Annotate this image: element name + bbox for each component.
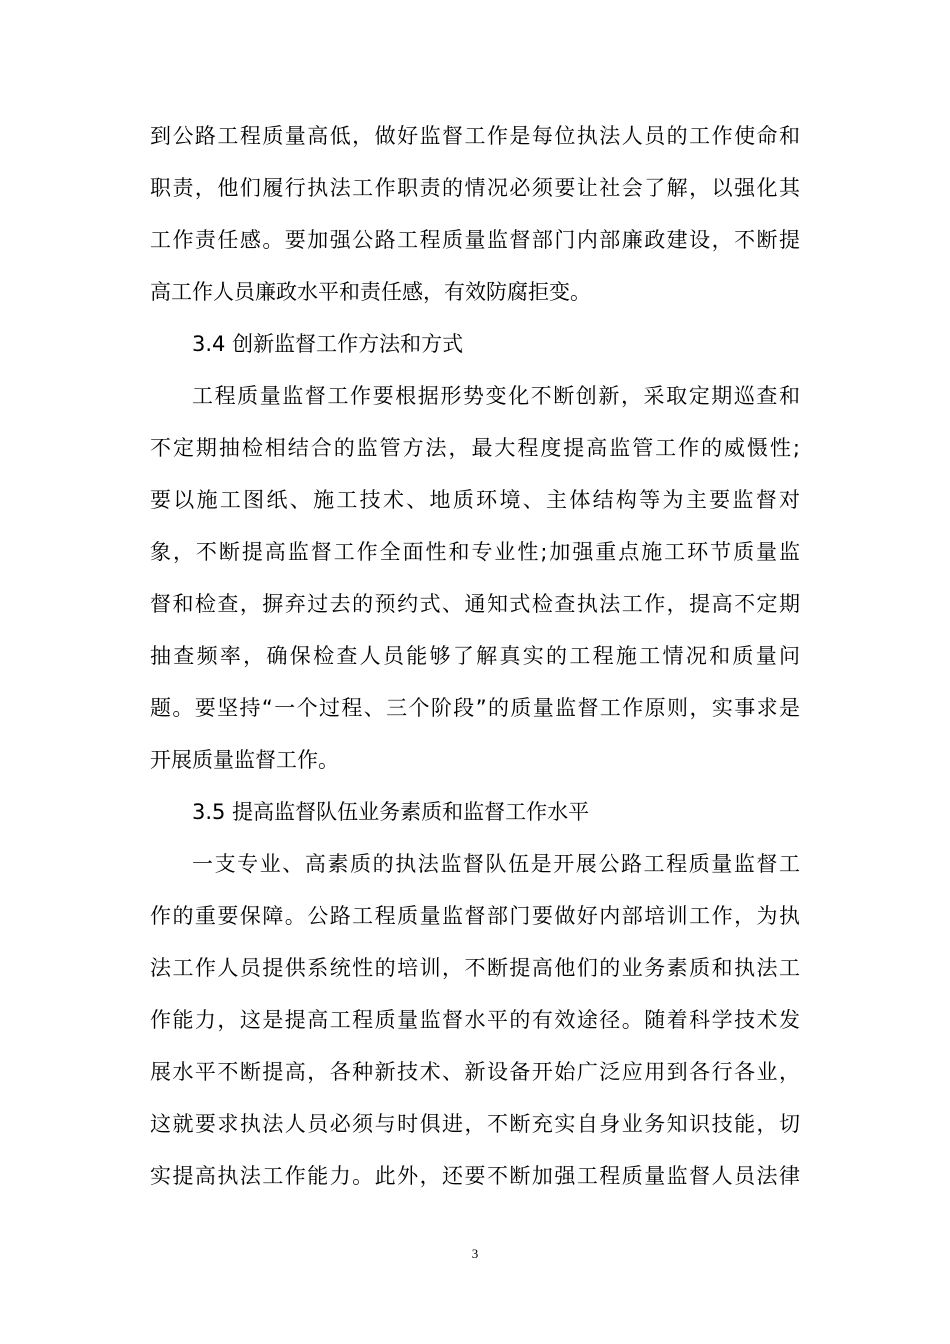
paragraph-2-line-6: 抽查频率，确保检查人员能够了解真实的工程施工情况和质量问 xyxy=(150,644,800,668)
section-heading-3-5: 3.5 提高监督队伍业务素质和监督工作水平 xyxy=(192,800,590,824)
paragraph-1-line-2: 职责，他们履行执法工作职责的情况必须要让社会了解，以强化其 xyxy=(150,176,800,200)
paragraph-2-line-4: 象，不断提高监督工作全面性和专业性;加强重点施工环节质量监 xyxy=(150,540,800,564)
paragraph-3-line-6: 这就要求执法人员必须与时俱进，不断充实自身业务知识技能，切 xyxy=(150,1112,800,1136)
paragraph-3-line-2: 作的重要保障。公路工程质量监督部门要做好内部培训工作，为执 xyxy=(150,904,800,928)
paragraph-2-line-3: 要以施工图纸、施工技术、地质环境、主体结构等为主要监督对 xyxy=(150,488,800,512)
paragraph-1-line-1: 到公路工程质量高低，做好监督工作是每位执法人员的工作使命和 xyxy=(150,124,800,148)
paragraph-1-line-3: 工作责任感。要加强公路工程质量监督部门内部廉政建设，不断提 xyxy=(150,228,800,252)
paragraph-3-line-3: 法工作人员提供系统性的培训，不断提高他们的业务素质和执法工 xyxy=(150,956,800,980)
paragraph-2-line-7: 题。要坚持“一个过程、三个阶段”的质量监督工作原则，实事求是 xyxy=(150,696,800,720)
paragraph-3-line-1: 一支专业、高素质的执法监督队伍是开展公路工程质量监督工 xyxy=(192,852,800,876)
section-heading-3-4: 3.4 创新监督工作方法和方式 xyxy=(192,332,464,356)
paragraph-2-line-8: 开展质量监督工作。 xyxy=(150,748,339,772)
paragraph-3-line-7: 实提高执法工作能力。此外，还要不断加强工程质量监督人员法律 xyxy=(150,1164,800,1188)
paragraph-3-line-4: 作能力，这是提高工程质量监督水平的有效途径。随着科学技术发 xyxy=(150,1008,800,1032)
paragraph-1-line-4: 高工作人员廉政水平和责任感，有效防腐拒变。 xyxy=(150,280,591,304)
page-number: 3 xyxy=(471,1246,479,1261)
paragraph-2-line-2: 不定期抽检相结合的监管方法，最大程度提高监管工作的威慑性; xyxy=(150,436,800,460)
paragraph-3-line-5: 展水平不断提高，各种新技术、新设备开始广泛应用到各行各业， xyxy=(150,1060,800,1084)
paragraph-2-line-1: 工程质量监督工作要根据形势变化不断创新，采取定期巡查和 xyxy=(192,384,800,408)
paragraph-2-line-5: 督和检查，摒弃过去的预约式、通知式检查执法工作，提高不定期 xyxy=(150,592,800,616)
